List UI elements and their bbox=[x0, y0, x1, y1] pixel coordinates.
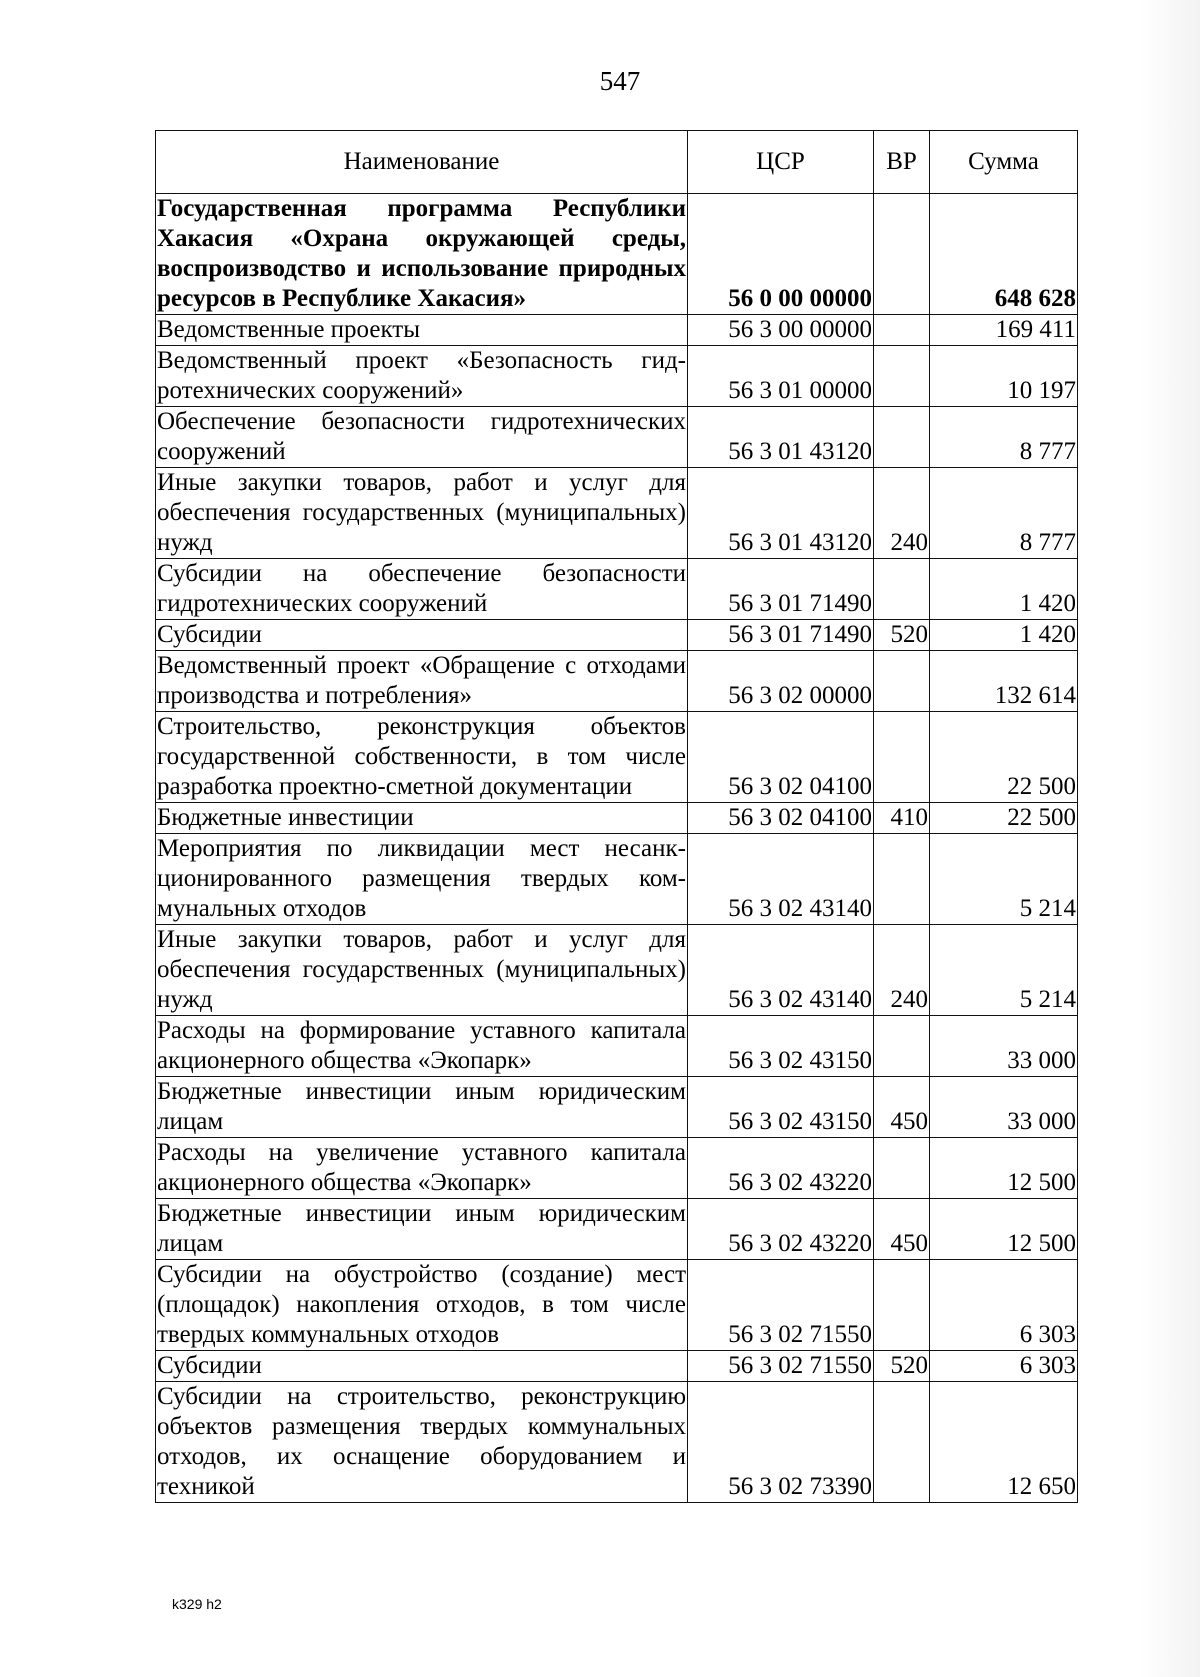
row-sum: 33 000 bbox=[930, 1077, 1078, 1138]
table-row bbox=[156, 620, 1078, 651]
row-csr: 56 3 01 71490 bbox=[688, 559, 874, 620]
row-sum: 8 777 bbox=[930, 407, 1078, 468]
header-csr: ЦСР bbox=[688, 131, 874, 194]
row-vr: 520 bbox=[874, 620, 930, 651]
row-name: Расходы на увеличение уставного капитала акционерного общества «Экопарк» bbox=[156, 1138, 688, 1199]
row-sum: 6 303 bbox=[930, 1260, 1078, 1351]
table-row bbox=[156, 834, 1078, 925]
header-row bbox=[156, 131, 1078, 194]
table-row bbox=[156, 712, 1078, 803]
row-sum: 12 650 bbox=[930, 1382, 1078, 1503]
row-vr bbox=[874, 1260, 930, 1351]
row-sum: 12 500 bbox=[930, 1199, 1078, 1260]
row-csr: 56 3 01 71490 bbox=[688, 620, 874, 651]
row-name: Субсидии bbox=[156, 620, 688, 651]
row-vr bbox=[874, 315, 930, 346]
row-vr bbox=[874, 1016, 930, 1077]
row-sum: 6 303 bbox=[930, 1351, 1078, 1382]
row-csr: 56 3 02 43220 bbox=[688, 1138, 874, 1199]
row-vr: 450 bbox=[874, 1077, 930, 1138]
row-csr: 56 0 00 00000 bbox=[688, 194, 874, 315]
row-csr: 56 3 02 04100 bbox=[688, 712, 874, 803]
row-sum: 12 500 bbox=[930, 1138, 1078, 1199]
table-row bbox=[156, 1351, 1078, 1382]
row-name: Строительство, реконструкция объектов государственной собственности, в том числе разработка проектно-сметной документации bbox=[156, 712, 688, 803]
row-csr: 56 3 02 71550 bbox=[688, 1260, 874, 1351]
page-number: 547 bbox=[599, 66, 641, 96]
row-vr bbox=[874, 1382, 930, 1503]
row-csr: 56 3 02 73390 bbox=[688, 1382, 874, 1503]
row-name: Иные закупки товаров, работ и услуг для обеспечения государственных (муниципальных) нужд bbox=[156, 925, 688, 1016]
row-vr bbox=[874, 1138, 930, 1199]
row-csr: 56 3 02 71550 bbox=[688, 1351, 874, 1382]
row-vr: 520 bbox=[874, 1351, 930, 1382]
table-row bbox=[156, 407, 1078, 468]
row-name: Бюджетные инвестиции иным юридическим лицам bbox=[156, 1077, 688, 1138]
row-vr bbox=[874, 346, 930, 407]
row-name: Субсидии на обеспечение безопасности гидротехнических сооружений bbox=[156, 559, 688, 620]
row-sum: 1 420 bbox=[930, 620, 1078, 651]
row-sum: 22 500 bbox=[930, 712, 1078, 803]
header-sum: Сумма bbox=[930, 131, 1078, 194]
table-row bbox=[156, 1199, 1078, 1260]
row-name: Субсидии bbox=[156, 1351, 688, 1382]
row-sum: 5 214 bbox=[930, 925, 1078, 1016]
footer-code: k329 h2 bbox=[172, 1596, 222, 1612]
row-sum: 22 500 bbox=[930, 803, 1078, 834]
row-csr: 56 3 00 00000 bbox=[688, 315, 874, 346]
row-name: Бюджетные инвестиции иным юридическим лицам bbox=[156, 1199, 688, 1260]
table-row bbox=[156, 194, 1078, 315]
table-row bbox=[156, 315, 1078, 346]
row-name: Ведомственные проекты bbox=[156, 315, 688, 346]
row-csr: 56 3 02 00000 bbox=[688, 651, 874, 712]
row-sum: 169 411 bbox=[930, 315, 1078, 346]
table-row bbox=[156, 346, 1078, 407]
row-sum: 8 777 bbox=[930, 468, 1078, 559]
table-row bbox=[156, 1138, 1078, 1199]
table-row bbox=[156, 1077, 1078, 1138]
row-csr: 56 3 01 43120 bbox=[688, 468, 874, 559]
row-csr: 56 3 02 43140 bbox=[688, 834, 874, 925]
row-name: Ведомственный проект «Обращение с отходами производства и потребления» bbox=[156, 651, 688, 712]
row-name: Субсидии на обустройство (создание) мест (площадок) накопления отходов, в том числе твердых коммунальных отходов bbox=[156, 1260, 688, 1351]
row-csr: 56 3 01 43120 bbox=[688, 407, 874, 468]
row-csr: 56 3 01 00000 bbox=[688, 346, 874, 407]
row-sum: 33 000 bbox=[930, 1016, 1078, 1077]
table-body bbox=[156, 194, 1078, 1503]
row-csr: 56 3 02 43150 bbox=[688, 1016, 874, 1077]
row-csr: 56 3 02 43150 bbox=[688, 1077, 874, 1138]
row-vr: 410 bbox=[874, 803, 930, 834]
table-row bbox=[156, 925, 1078, 1016]
row-name: Государственная программа Республики Хакасия «Охрана окружающей среды, воспроизводство и использование природных ресурсов в Республике Хакасия» bbox=[156, 194, 688, 315]
table-row bbox=[156, 468, 1078, 559]
budget-table bbox=[155, 130, 1078, 1503]
table-row bbox=[156, 651, 1078, 712]
row-sum: 132 614 bbox=[930, 651, 1078, 712]
row-vr bbox=[874, 407, 930, 468]
table-row bbox=[156, 559, 1078, 620]
scan-edge-shadow bbox=[1140, 0, 1200, 1677]
row-sum: 648 628 bbox=[930, 194, 1078, 315]
row-name: Обеспечение безопасности гидротехнических сооружений bbox=[156, 407, 688, 468]
row-sum: 5 214 bbox=[930, 834, 1078, 925]
row-name: Ведомственный проект «Безопасность гидротехнических сооружений» bbox=[156, 346, 688, 407]
row-vr: 240 bbox=[874, 925, 930, 1016]
row-vr bbox=[874, 194, 930, 315]
row-csr: 56 3 02 43140 bbox=[688, 925, 874, 1016]
header-name: Наименование bbox=[156, 131, 688, 194]
row-csr: 56 3 02 43220 bbox=[688, 1199, 874, 1260]
row-name: Субсидии на строительство, реконструкцию объектов размещения твердых коммунальных отходов, их оснащение оборудованием и техникой bbox=[156, 1382, 688, 1503]
row-vr bbox=[874, 559, 930, 620]
row-sum: 1 420 bbox=[930, 559, 1078, 620]
row-vr bbox=[874, 834, 930, 925]
row-name: Бюджетные инвестиции bbox=[156, 803, 688, 834]
table-row bbox=[156, 1260, 1078, 1351]
table-row bbox=[156, 803, 1078, 834]
row-vr bbox=[874, 712, 930, 803]
row-name: Иные закупки товаров, работ и услуг для обеспечения государственных (муниципальных) нужд bbox=[156, 468, 688, 559]
header-vr: ВР bbox=[874, 131, 930, 194]
row-csr: 56 3 02 04100 bbox=[688, 803, 874, 834]
row-vr: 240 bbox=[874, 468, 930, 559]
row-name: Мероприятия по ликвидации мест несанкционированного размещения твердых коммунальных отходов bbox=[156, 834, 688, 925]
row-sum: 10 197 bbox=[930, 346, 1078, 407]
table-row bbox=[156, 1016, 1078, 1077]
row-vr: 450 bbox=[874, 1199, 930, 1260]
row-vr bbox=[874, 651, 930, 712]
row-name: Расходы на формирование уставного капитала акционерного общества «Экопарк» bbox=[156, 1016, 688, 1077]
table-row bbox=[156, 1382, 1078, 1503]
